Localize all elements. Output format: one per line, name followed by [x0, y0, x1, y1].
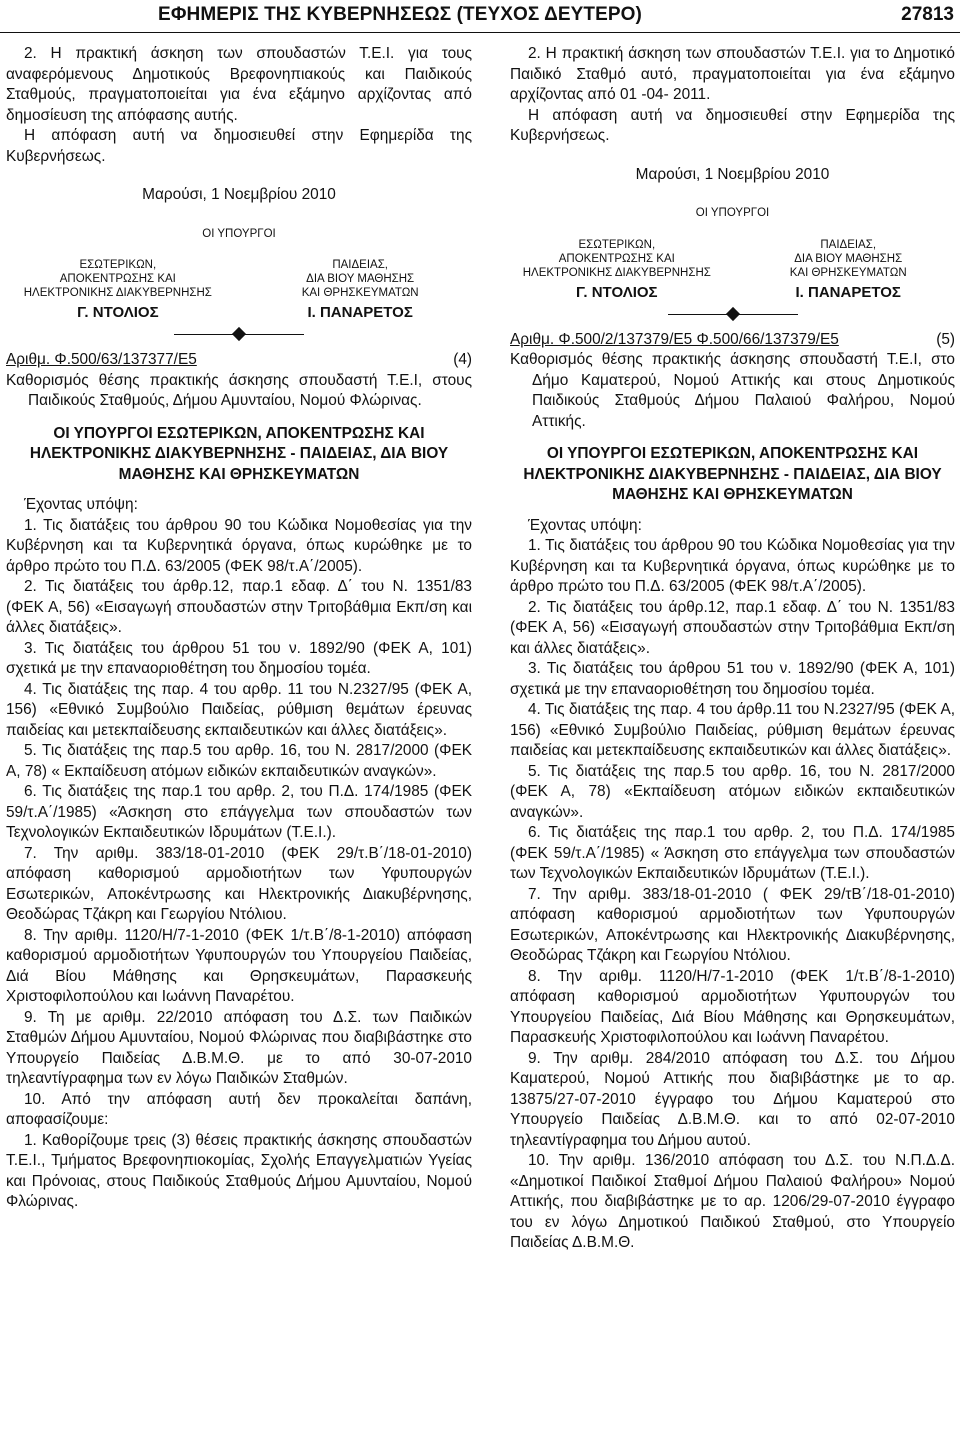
right-ministers-title: ΟΙ ΥΠΟΥΡΓΟΙ	[695, 207, 770, 219]
signatory-name: Ι. ΠΑΝΑΡΕΤΟΣ	[795, 283, 901, 301]
left-item-1: 1. Τις διατάξεις του άρθρου 90 του Κώδικα Νομοθεσίας για την Κυβέρνηση και τα Κυβερνητικά όργανα, όπως κυρώθηκε με το άρθρο πρώτο του Π.Δ. 63/2005 (ΦΕΚ 98/τ.Α΄/2005).	[6, 516, 472, 575]
sig-line: ΑΠΟΚΕΝΤΡΩΣΗΣ ΚΑΙ	[558, 252, 675, 265]
sig-line: ΔΙΑ ΒΙΟΥ ΜΑΘΗΣΗΣ	[794, 252, 903, 265]
left-item-7: 7. Την αριθμ. 383/18-01-2010 (ΦΕΚ 29/τ.Β΄/18-01-2010) απόφαση καθορισμού αρμοδιοτήτων των Υφυπουργών Εσωτερικών, Αποκέντρωσης και Ηλεκτρονικής Διακυβέρνησης, Θεοδώρας Τζάκρη και Γεωργίου Ντόλιου.	[6, 844, 472, 923]
signatory-name: Γ. ΝΤΟΛΙΟΣ	[576, 283, 658, 301]
left-item-5: 5. Τις διατάξεις της παρ.5 του αρθρ. 16, του Ν. 2817/2000 (ΦΕΚ Α, 78) « Εκπαίδευση ατόμων ειδικών εκπαιδευτικών αναγκών».	[6, 742, 472, 780]
sig-line: ΠΑΙΔΕΙΑΣ,	[820, 238, 877, 251]
right-publication-paragraph: Η απόφαση αυτή να δημοσιευθεί στην Εφημερίδα της Κυβερνήσεως.	[510, 106, 955, 144]
right-item-5: 5. Τις διατάξεις της παρ.5 του αρθρ. 16, του Ν. 2817/2000 (ΦΕΚ Α, 78) «Εκπαίδευση ατόμων ειδικών εκπαιδευτικών αναγκών».	[510, 762, 955, 821]
sig-line: ΕΣΩΤΕΡΙΚΩΝ,	[79, 259, 157, 271]
left-item-8: 8. Την αριθμ. 1120/Η/7-1-2010 (ΦΕΚ 1/τ.Β΄/8-1-2010) απόφαση καθορισμού αρμοδιοτήτων Υφυπουργών του Υπουργείου Παιδείας, Διά Βίου Μάθησης και Θρησκευμάτων, Παρασκευής Χριστοφιλοπούλου και Ιωάννη Παναρέτου.	[6, 926, 472, 1005]
right-intro-paragraph: 2. Η πρακτική άσκηση των σπουδαστών Τ.Ε.Ι. για το Δημοτικό Παιδικό Σταθμό αυτό, πραγματοποιείται για ένα εξάμηνο αρχίζοντας από 01 -04- 2011.	[510, 45, 955, 103]
right-item-8: 8. Την αριθμ. 1120/Η/7-1-2010 (ΦΕΚ 1/τ.Β΄/8-1-2010) απόφαση καθορισμού αρμοδιοτήτων Υφυπουργών του Υπουργείου Παιδείας, Διά Βίου Μάθησης και Θρησκευμάτων, Παρασκευής Χριστοφιλοπούλου και Ιωάννη Παναρέτου.	[510, 967, 955, 1046]
left-place-date: Μαρούσι, 1 Νοεμβρίου 2010	[142, 186, 336, 203]
sig-line: ΕΣΩΤΕΡΙΚΩΝ,	[578, 238, 656, 251]
left-item-2: 2. Τις διατάξεις του άρθρ.12, παρ.1 εδαφ. Δ΄ του Ν. 1351/83 (ΦΕΚ Α, 56) «Εισαγωγή σπουδαστών στην Τριτοβάθμια Εκπ/ση και άλλες διατάξεις».	[6, 578, 472, 636]
decision-subject: Καθορισμός θέσης πρακτικής άσκησης σπουδαστή Τ.Ε.Ι, στους Παιδικούς Σταθμούς, Δήμου Αμυνταίου, Νομού Φλώρινας.	[6, 371, 472, 409]
header-rule	[0, 32, 960, 33]
left-decision-header	[6, 350, 472, 371]
sig-line: ΑΠΟΚΕΝΤΡΩΣΗΣ ΚΑΙ	[59, 273, 176, 285]
left-item-3: 3. Τις διατάξεις του άρθρου 51 του ν. 1892/90 (ΦΕΚ Α, 101) σχετικά με την επαναοριοθέτηση του δημοσίου τομέα.	[6, 639, 472, 677]
right-place-date: Μαρούσι, 1 Νοεμβρίου 2010	[635, 165, 830, 183]
left-decision-1: 1. Καθορίζουμε τρεις (3) θέσεις πρακτικής άσκησης σπουδαστών Τ.Ε.Ι., Τμήματος Βρεφονηπιοκομίας, Σχολής Επαγγελματιών Υγείας και Πρόνοιας, στους Παιδικούς Σταθμούς Δήμου Αμυνταίου, Νομού Φλώρινας.	[6, 1131, 472, 1210]
left-signature-education	[248, 258, 472, 320]
right-item-4: 4. Τις διατάξεις της παρ. 4 του άρθρ.11 του Ν.2327/95 (ΦΕΚ Α, 156) «Εθνικό Συμβούλιο Παιδείας, ρύθμιση θεμάτων έρευνας παιδείας και μετεκπαίδευσης εκπαιδευτικών και άλλες διατάξεις».	[510, 701, 955, 759]
signatory-name: Γ. ΝΤΟΛΙΟΣ	[77, 304, 159, 321]
decision-index: (5)	[936, 330, 955, 348]
page-number: 27813	[901, 4, 954, 25]
considering-label: Έχοντας υπόψη:	[24, 496, 138, 513]
left-column	[6, 44, 472, 1213]
left-signatures	[6, 258, 472, 320]
sig-line: ΔΙΑ ΒΙΟΥ ΜΑΘΗΣΗΣ	[306, 273, 415, 285]
left-item-6: 6. Τις διατάξεις της παρ.1 του αρθρ. 2, του Π.Δ. 174/1985 (ΦΕΚ 59/τ.Α΄/1985) «Άσκηση στο επάγγελμα των σπουδαστών των Τεχνολογικών Εκπαιδευτικών Ιδρυμάτων (Τ.Ε.Ι.).	[6, 783, 472, 841]
left-item-9: 9. Τη με αριθμ. 22/2010 απόφαση του Δ.Σ. των Παιδικών Σταθμών Δήμου Αμυνταίου, Νομού Φλώρινας που διαβιβάστηκε στο Υπουργείο Παιδείας Δ.Β.Μ.Θ. με το από 30-07-2010 τηλεαντίγραφημα των εν λόγω Παιδικών Σταθμών.	[6, 1008, 472, 1087]
page-header	[0, 0, 960, 36]
decision-index: (4)	[453, 351, 472, 368]
right-item-7: 7. Την αριθμ. 383/18-01-2010 ( ΦΕΚ 29/τΒ΄/18-01-2010) απόφαση καθορισμού αρμοδιοτήτων των Υφυπουργών Εσωτερικών, Αποκέντρωσης και Ηλεκτρονικής Διακυβέρνησης, Θεοδώρας Τζάκρη και Γεωργίου Ντόλιου.	[510, 885, 955, 964]
section-divider	[6, 324, 472, 346]
right-signature-interior	[510, 238, 724, 300]
section-divider	[510, 304, 955, 326]
right-item-2: 2. Τις διατάξεις του άρθρ.12, παρ.1 εδαφ. Δ΄ του Ν. 1351/83 (ΦΕΚ Α, 56) «Εισαγωγή σπουδαστών στην Τριτοβάθμια Εκπ/ση και άλλες διατάξεις».	[510, 598, 955, 657]
left-publication-paragraph: Η απόφαση αυτή να δημοσιευθεί στην Εφημερίδα της Κυβερνήσεως.	[6, 127, 472, 165]
decision-subject: Καθορισμός θέσης πρακτικής άσκησης σπουδαστή Τ.Ε.Ι, στο Δήμο Καματερού, Νομού Αττικής και στους Δημοτικούς Παιδικούς Σταθμούς Δήμου Παλαιού Φαλήρου, Νομού Αττικής.	[510, 351, 955, 430]
sig-line: ΚΑΙ ΘΡΗΣΚΕΥΜΑΤΩΝ	[789, 266, 907, 279]
right-item-1: 1. Τις διατάξεις του άρθρου 90 του Κώδικα Νομοθεσίας για την Κυβέρνηση και τα Κυβερνητικά όργανα, όπως κυρώθηκε με το άρθρο πρώτο του Π.Δ. 63/2005 (ΦΕΚ 98/τ.Α΄/2005).	[510, 537, 955, 595]
right-column	[510, 44, 955, 1254]
signatory-name: Ι. ΠΑΝΑΡΕΤΟΣ	[307, 304, 413, 321]
sig-line: ΗΛΕΚΤΡΟΝΙΚΗΣ ΔΙΑΚΥΒΕΡΝΗΣΗΣ	[23, 287, 212, 299]
right-item-9: 9. Την αριθμ. 284/2010 απόφαση του Δ.Σ. του Δήμου Καματερού, Νομού Αττικής που διαβιβάστηκε με το αρ. 13875/27-07-2010 έγγραφο του Δήμου Καματερού στο Υπουργείο Παιδείας Δ.Β.Μ.Θ. και το από 02-07-2010 τηλεαντίγραφημα του Δήμου αυτού.	[510, 1049, 955, 1149]
right-item-6: 6. Τις διατάξεις της παρ.1 του αρθρ. 2, του Π.Δ. 174/1985 (ΦΕΚ 59/τ.Α΄/1985) « Άσκηση στο επάγγελμα των σπουδαστών των Τεχνολογικών Εκπαιδευτικών Ιδρυμάτων (Τ.Ε.Ι.).	[510, 824, 955, 882]
decision-number: Αριθμ. Φ.500/2/137379/Ε5 Φ.500/66/137379/Ε5	[510, 330, 839, 348]
right-item-3: 3. Τις διατάξεις του άρθρου 51 του ν. 1892/90 (ΦΕΚ Α, 101) σχετικά με την επαναοριοθέτηση του δημοσίου τομέα.	[510, 660, 955, 698]
left-item-10: 10. Από την απόφαση αυτή δεν προκαλείται δαπάνη, αποφασίζουμε:	[6, 1090, 472, 1128]
sig-line: ΚΑΙ ΘΡΗΣΚΕΥΜΑΤΩΝ	[301, 287, 419, 299]
ministers-heading: ΟΙ ΥΠΟΥΡΓΟΙ ΕΣΩΤΕΡΙΚΩΝ, ΑΠΟΚΕΝΤΡΩΣΗΣ ΚΑΙ ΗΛΕΚΤΡΟΝΙΚΗΣ ΔΙΑΚΥΒΕΡΝΗΣΗΣ - ΠΑΙΔΕΙΑΣ, ΔΙΑ ΒΙΟΥ ΜΑΘΗΣΗΣ ΚΑΙ ΘΡΗΣΚΕΥΜΑΤΩΝ	[29, 424, 449, 483]
decision-number: Αριθμ. Φ.500/63/137377/Ε5	[6, 351, 197, 368]
sig-line: ΗΛΕΚΤΡΟΝΙΚΗΣ ΔΙΑΚΥΒΕΡΝΗΣΗΣ	[522, 266, 711, 279]
left-item-4: 4. Τις διατάξεις της παρ. 4 του αρθρ. 11 του Ν.2327/95 (ΦΕΚ Α, 156) «Εθνικό Συμβούλιο Παιδείας, ρύθμιση θεμάτων έρευνας παιδείας και μετεκπαίδευσης εκπαιδευτικών και άλλες διατάξεις».	[6, 680, 472, 739]
sig-line: ΠΑΙΔΕΙΑΣ,	[332, 259, 389, 271]
right-item-10: 10. Την αριθμ. 136/2010 απόφαση του Δ.Σ. του Ν.Π.Δ.Δ. «Δημοτικοί Παιδικοί Σταθμοί Δήμου Παλαιού Φαλήρου» Νομού Αττικής, που διαβιβάστηκε με το αρ. 1206/29-07-2010 έγγραφο του εν λόγω Δημοτικού Παιδικού Σταθμού, στο Υπουργείο Παιδείας Δ.Β.Μ.Θ.	[510, 1152, 955, 1251]
right-signatures	[510, 238, 955, 300]
diamond-icon	[232, 327, 246, 341]
right-decision-header	[510, 330, 955, 351]
gazette-title: ΕΦΗΜΕΡΙΣ ΤΗΣ ΚΥΒΕΡΝΗΣΕΩΣ (ΤΕΥΧΟΣ ΔΕΥΤΕΡΟ)	[158, 4, 642, 25]
considering-label: Έχοντας υπόψη:	[528, 516, 642, 534]
diamond-icon	[725, 306, 739, 320]
left-intro-paragraph: 2. Η πρακτική άσκηση των σπουδαστών Τ.Ε.Ι. για τους αναφερόμενους Δημοτικούς Βρεφονηπιακούς και Παιδικούς Σταθμούς, πραγματοποιείται για ένα εξάμηνο αρχίζοντας από δημοσίευση της απόφασης αυτής.	[6, 45, 472, 124]
right-signature-education	[741, 238, 955, 300]
ministers-heading: ΟΙ ΥΠΟΥΡΓΟΙ ΕΣΩΤΕΡΙΚΩΝ, ΑΠΟΚΕΝΤΡΩΣΗΣ ΚΑΙ ΗΛΕΚΤΡΟΝΙΚΗΣ ΔΙΑΚΥΒΕΡΝΗΣΗΣ - ΠΑΙΔΕΙΑΣ, ΔΙΑ ΒΙΟΥ ΜΑΘΗΣΗΣ ΚΑΙ ΘΡΗΣΚΕΥΜΑΤΩΝ	[523, 445, 942, 503]
left-ministers-title: ΟΙ ΥΠΟΥΡΓΟΙ	[202, 227, 276, 240]
left-signature-interior	[6, 258, 230, 320]
